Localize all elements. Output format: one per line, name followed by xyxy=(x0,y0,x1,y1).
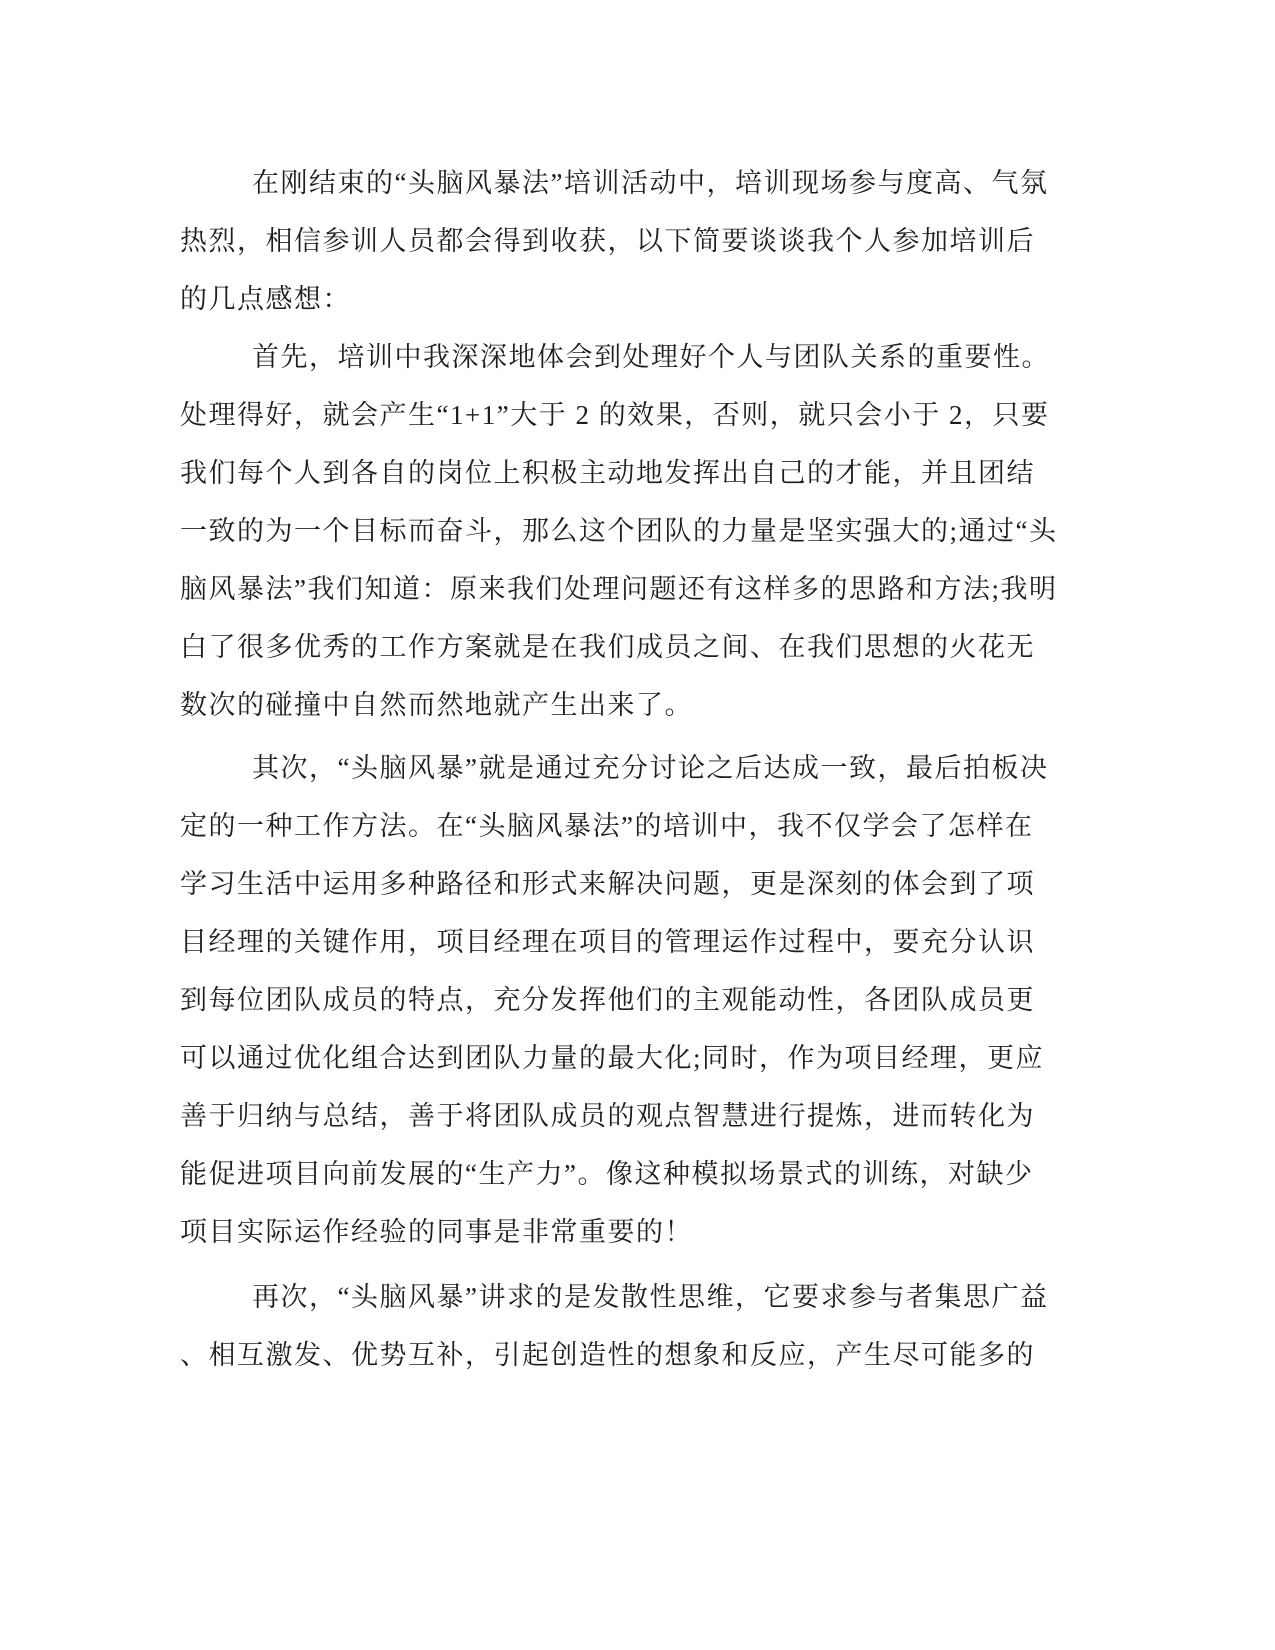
text-line: 可以通过优化组合达到团队力量的最大化;同时，作为项目经理，更应 xyxy=(180,1043,1045,1073)
text-line: 在刚结束的“头脑风暴法”培训活动中，培训现场参与度高、气氛 xyxy=(252,168,1049,198)
text-line: 处理得好，就会产生“1+1”大于 2 的效果，否则，就只会小于 2，只要 xyxy=(180,400,1050,430)
text-line: 目经理的关键作用，项目经理在项目的管理运作过程中，要充分认识 xyxy=(180,927,1035,957)
paragraph-1 xyxy=(180,154,1080,328)
text-line: 到每位团队成员的特点，充分发挥他们的主观能动性，各团队成员更 xyxy=(180,985,1035,1015)
text-line: 数次的碰撞中自然而然地就产生出来了。 xyxy=(180,690,693,720)
text-line: 项目实际运作经验的同事是非常重要的！ xyxy=(180,1217,693,1247)
text-line: 、相互激发、优势互补，引起创造性的想象和反应，产生尽可能多的 xyxy=(180,1340,1035,1370)
paragraph-2 xyxy=(180,328,1080,734)
text-line: 定的一种工作方法。在“头脑风暴法”的培训中，我不仅学会了怎样在 xyxy=(180,811,1034,841)
text-line: 善于归纳与总结，善于将团队成员的观点智慧进行提炼，进而转化为 xyxy=(180,1101,1035,1131)
text-line: 我们每个人到各自的岗位上积极主动地发挥出自己的才能，并且团结 xyxy=(180,458,1035,488)
text-line: 一致的为一个目标而奋斗，那么这个团队的力量是坚实强大的;通过“头 xyxy=(180,516,1058,546)
text-line: 其次，“头脑风暴”就是通过充分讨论之后达成一致，最后拍板决 xyxy=(252,753,1049,783)
text-line: 能促进项目向前发展的“生产力”。像这种模拟场景式的训练，对缺少 xyxy=(180,1159,1034,1189)
text-line: 热烈，相信参训人员都会得到收获，以下简要谈谈我个人参加培训后 xyxy=(180,226,1035,256)
text-line: 首先，培训中我深深地体会到处理好个人与团队关系的重要性。 xyxy=(252,342,1050,372)
text-line: 脑风暴法”我们知道：原来我们处理问题还有这样多的思路和方法;我明 xyxy=(180,574,1058,604)
text-line: 的几点感想： xyxy=(180,284,351,314)
text-line: 学习生活中运用多种路径和形式来解决问题，更是深刻的体会到了项 xyxy=(180,869,1035,899)
text-line: 白了很多优秀的工作方案就是在我们成员之间、在我们思想的火花无 xyxy=(180,632,1035,662)
document-body xyxy=(180,154,1080,1384)
paragraph-3 xyxy=(180,739,1080,1261)
text-line: 再次，“头脑风暴”讲求的是发散性思维，它要求参与者集思广益 xyxy=(252,1282,1049,1312)
paragraph-4 xyxy=(180,1268,1080,1384)
